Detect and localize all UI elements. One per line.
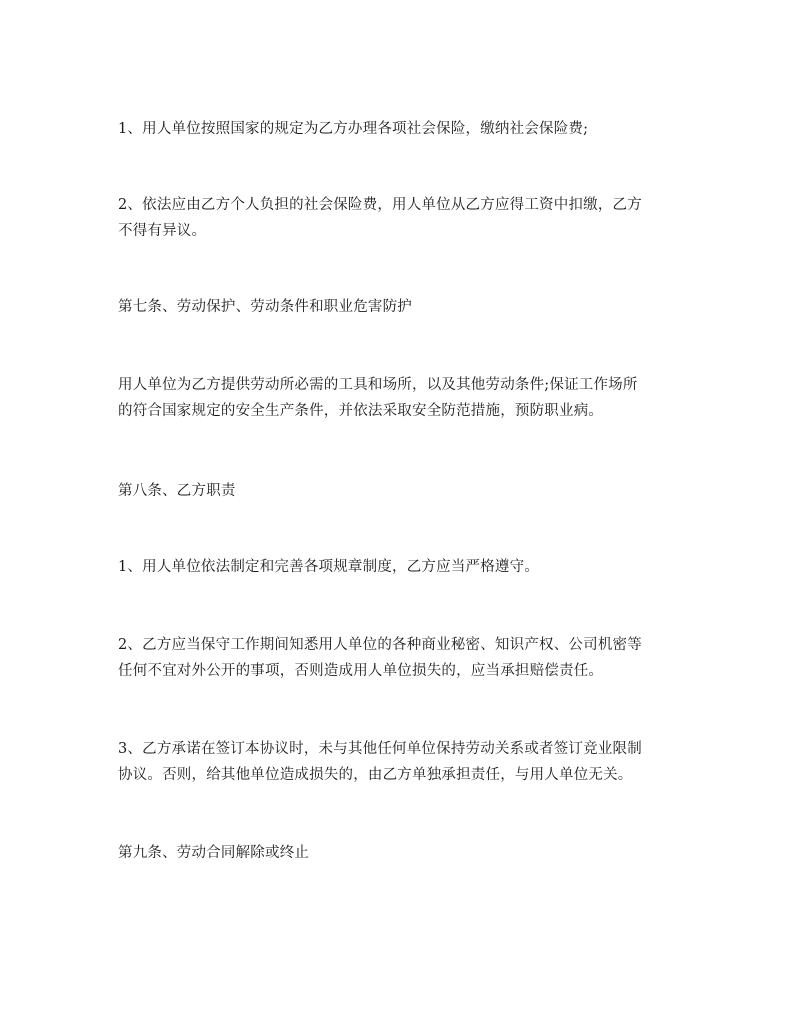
paragraph-duty-2 [118,632,678,684]
paragraph-labor-protection [118,372,678,424]
paragraph-line: 任何不宜对外公开的事项，否则造成用人单位损失的，应当承担赔偿责任。 [118,663,604,679]
heading-text: 第八条、乙方职责 [118,483,236,499]
paragraph-line: 3、乙方承诺在签订本协议时，未与其他任何单位保持劳动关系或者签订竞业限制 [118,741,642,757]
paragraph-duty-3 [118,736,678,788]
paragraph-line: 2、乙方应当保守工作期间知悉用人单位的各种商业秘密、知识产权、公司机密等 [118,637,642,653]
paragraph-line: 1、用人单位依法制定和完善各项规章制度，乙方应当严格遵守。 [118,559,540,575]
heading-text: 第七条、劳动保护、劳动条件和职业危害防护 [118,299,412,315]
paragraph-line: 协议。否则，给其他单位造成损失的，由乙方单独承担责任，与用人单位无关。 [118,767,633,783]
paragraph-social-insurance-1 [118,116,678,142]
paragraph-line: 用人单位为乙方提供劳动所必需的工具和场所，以及其他劳动条件;保证工作场所 [118,377,638,393]
section-heading-article-8 [118,478,678,504]
paragraph-social-insurance-2 [118,192,678,244]
section-heading-article-7 [118,294,678,320]
paragraph-line: 1、用人单位按照国家的规定为乙方办理各项社会保险，缴纳社会保险费; [118,121,589,137]
section-heading-article-9 [118,840,678,866]
paragraph-line: 2、依法应由乙方个人负担的社会保险费，用人单位从乙方应得工资中扣缴，乙方 [118,197,642,213]
paragraph-line: 的符合国家规定的安全生产条件，并依法采取安全防范措施，预防职业病。 [118,403,604,419]
paragraph-duty-1 [118,554,678,580]
heading-text: 第九条、劳动合同解除或终止 [118,845,310,861]
paragraph-line: 不得有异议。 [118,223,207,239]
